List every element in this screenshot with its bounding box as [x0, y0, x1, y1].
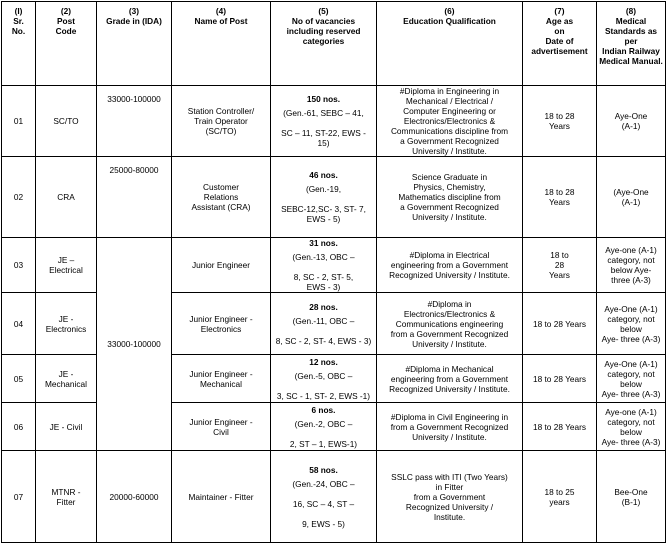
education-cell: SSLC pass with ITI (Two Years) in Fitter from a Government Recognized University / Institute. — [377, 451, 523, 543]
medical-cell: Aye-one (A-1) category, not below Aye- three (A-3) — [597, 238, 666, 293]
header-medical: (8) Medical Standards as per Indian Railway Medical Manual. — [597, 2, 666, 86]
medical-cell: Bee-One (B-1) — [597, 451, 666, 543]
sr-no-cell: 04 — [2, 293, 36, 355]
post-name-cell: Station Controller/ Train Operator (SC/TO) — [172, 86, 271, 157]
grade-cell: 25000-80000 — [97, 157, 172, 238]
post-name-cell: Junior Engineer - Mechanical — [172, 355, 271, 403]
table-row — [2, 86, 666, 157]
age-cell: 18 to 25 years — [523, 451, 597, 543]
vacancies-cell — [271, 293, 377, 355]
table-row — [2, 238, 666, 293]
education-cell: #Diploma in Engineering in Mechanical / Electrical / Computer Engineering or Electronics/Electronics & Communications discipline from a Government Recognized University / Institute. — [377, 86, 523, 157]
grade-cell: 20000-60000 — [97, 451, 172, 543]
table-row — [2, 157, 666, 238]
vacancy-table — [1, 1, 666, 543]
vacancy-count: 31 nos. — [309, 238, 338, 248]
vacancy-count: 6 nos. — [311, 404, 336, 415]
medical-cell: Aye-One (A-1) category, not below Aye- three (A-3) — [597, 293, 666, 355]
grade-cell: 33000-100000 — [97, 86, 172, 157]
post-code-cell: SC/TO — [36, 86, 97, 157]
age-cell: 18 to 28 Years — [523, 403, 597, 451]
vacancy-count: 46 nos. — [309, 170, 338, 180]
vacancy-count: 58 nos. — [309, 464, 338, 475]
post-code-cell: JE – Electrical — [36, 238, 97, 293]
vacancy-count: 28 nos. — [309, 301, 338, 312]
vacancies-cell — [271, 238, 377, 293]
post-code-cell: MTNR - Fitter — [36, 451, 97, 543]
education-cell: #Diploma in Mechanical engineering from a Government Recognized University / Institute. — [377, 355, 523, 403]
post-name-cell: Junior Engineer — [172, 238, 271, 293]
header-education: (6) Education Qualification — [377, 2, 523, 86]
post-name-cell: Maintainer - Fitter — [172, 451, 271, 543]
age-cell: 18 to 28 Years — [523, 86, 597, 157]
age-cell: 18 to 28 Years — [523, 293, 597, 355]
header-vacancies: (5) No of vacancies including reserved categories — [271, 2, 377, 86]
medical-cell: Aye-one (A-1) category, not below Aye- three (A-3) — [597, 403, 666, 451]
vacancy-breakdown: (Gen.-11, OBC – 8, SC - 2, ST- 4, EWS - 3) — [275, 315, 372, 346]
header-post-name: (4) Name of Post — [172, 2, 271, 86]
vacancy-breakdown: (Gen.-2, OBC – 2, ST – 1, EWS-1) — [289, 418, 358, 449]
sr-no-cell: 03 — [2, 238, 36, 293]
vacancy-breakdown: (Gen.-19, SEBC-12,SC- 3, ST- 7, EWS - 5) — [281, 184, 366, 224]
education-cell: Science Graduate in Physics, Chemistry, Mathematics discipline from a Government Recognized University / Institute. — [377, 157, 523, 238]
vacancies-cell — [271, 451, 377, 543]
header-sr-no: (I) Sr. No. — [2, 2, 36, 86]
post-code-cell: JE - Electronics — [36, 293, 97, 355]
post-name-cell: Junior Engineer - Electronics — [172, 293, 271, 355]
education-cell: #Diploma in Electrical engineering from a Government Recognized University / Institute. — [377, 238, 523, 293]
vacancy-breakdown: (Gen.-5, OBC – 3, SC - 1, ST- 2, EWS -1) — [276, 370, 371, 401]
vacancy-count: 12 nos. — [309, 356, 338, 367]
vacancy-count: 150 nos. — [306, 94, 341, 104]
post-name-cell: Junior Engineer - Civil — [172, 403, 271, 451]
medical-cell: Aye-One (A-1) category, not below Aye- three (A-3) — [597, 355, 666, 403]
sr-no-cell: 02 — [2, 157, 36, 238]
header-row — [2, 2, 666, 86]
medical-cell: (Aye-One (A-1) — [597, 157, 666, 238]
sr-no-cell: 01 — [2, 86, 36, 157]
vacancy-breakdown: (Gen.-24, OBC – 16, SC – 4, ST – 9, EWS - 5) — [292, 478, 355, 529]
vacancies-cell — [271, 86, 377, 157]
vacancies-cell — [271, 355, 377, 403]
age-cell: 18 to 28 Years — [523, 157, 597, 238]
grade-cell-merged: 33000-100000 — [97, 238, 172, 451]
age-cell: 18 to 28 Years — [523, 355, 597, 403]
post-code-cell: JE - Mechanical — [36, 355, 97, 403]
age-cell: 18 to 28 Years — [523, 238, 597, 293]
education-cell: #Diploma in Electronics/Electronics & Communications engineering from a Government Recognized University / Institute. — [377, 293, 523, 355]
vacancies-cell — [271, 403, 377, 451]
sr-no-cell: 05 — [2, 355, 36, 403]
vacancies-cell — [271, 157, 377, 238]
sr-no-cell: 07 — [2, 451, 36, 543]
medical-cell: Aye-One (A-1) — [597, 86, 666, 157]
header-age: (7) Age as on Date of advertisement — [523, 2, 597, 86]
education-cell: #Diploma in Civil Engineering in from a Government Recognized University / Institute. — [377, 403, 523, 451]
vacancy-breakdown: (Gen.-13, OBC – 8, SC - 2, ST- 5, EWS - 3) — [292, 252, 355, 292]
post-code-cell: CRA — [36, 157, 97, 238]
post-name-cell: Customer Relations Assistant (CRA) — [172, 157, 271, 238]
vacancy-breakdown: (Gen.-61, SEBC – 41, SC – 11, ST-22, EWS - 15) — [281, 108, 366, 148]
post-code-cell: JE - Civil — [36, 403, 97, 451]
sr-no-cell: 06 — [2, 403, 36, 451]
table-row — [2, 451, 666, 543]
header-grade: (3) Grade in (IDA) — [97, 2, 172, 86]
header-post-code: (2) Post Code — [36, 2, 97, 86]
